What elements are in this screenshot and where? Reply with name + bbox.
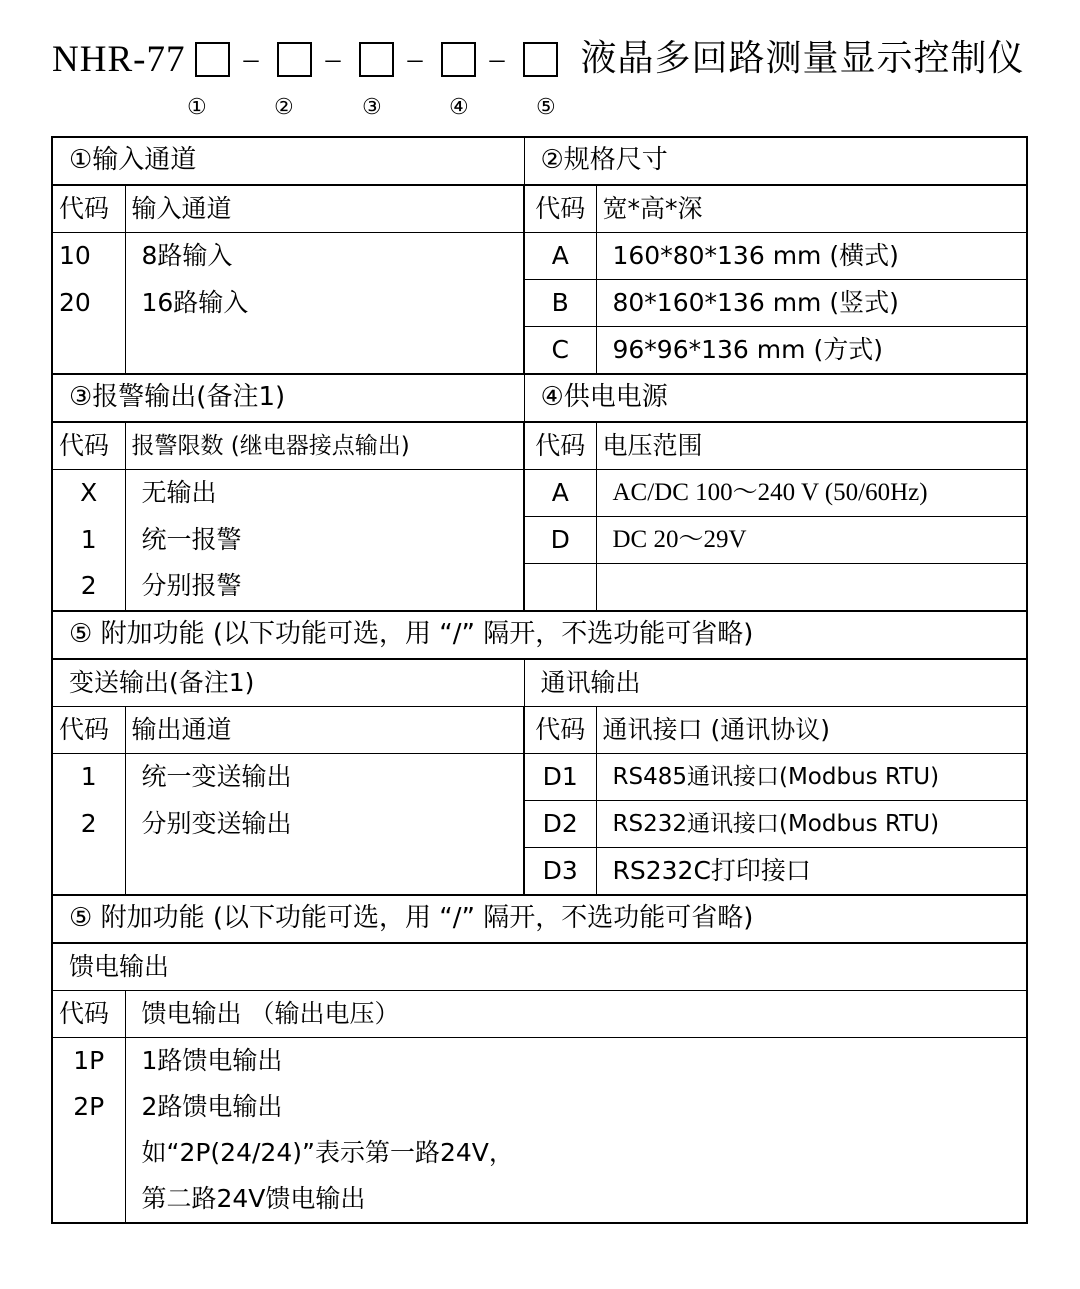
section3-row3-desc: 分别报警 [125, 564, 524, 612]
section5a-left-row1-desc: 统一变送输出 [125, 754, 524, 801]
section5b-col-desc-header: 馈电输出 （输出电压） [125, 991, 1026, 1038]
table-row [53, 138, 1026, 185]
section4-row3-desc [596, 564, 1026, 612]
section2-row3-code: C [524, 327, 596, 375]
table-row [53, 564, 1026, 612]
table-row [53, 1084, 1026, 1130]
code-dash-2: – [325, 42, 341, 75]
section3-col-desc-header: 报警限数 (继电器接点输出) [125, 422, 524, 470]
section4-col-desc-header: 电压范围 [596, 422, 1026, 470]
section5a-left-title: 变送输出(备注1) [53, 659, 524, 707]
section2-row1-code: A [524, 233, 596, 280]
table-row [53, 659, 1026, 707]
section3-col-code-header: 代码 [53, 422, 125, 470]
section2-col-code-header: 代码 [524, 185, 596, 233]
section3-row3-code: 2 [53, 564, 125, 612]
section5b-title: 馈电输出 [53, 943, 1026, 991]
section2-title: ②规格尺寸 [524, 138, 1026, 185]
section5b-row2-desc: 2路馈电输出 [125, 1084, 1026, 1130]
section2-col-desc-header: 宽*高*深 [596, 185, 1026, 233]
section1-row2-code: 20 [53, 280, 125, 327]
section5b-row1-code: 1P [53, 1038, 125, 1085]
section5a-right-row2-desc: RS232通讯接口(Modbus RTU) [596, 801, 1026, 848]
section5a-right-title: 通讯输出 [524, 659, 1026, 707]
code-dash-3: – [407, 42, 423, 75]
section1-col-desc-header: 输入通道 [125, 185, 524, 233]
table-row [53, 1038, 1026, 1085]
marker-3: ③ [362, 94, 382, 119]
model-prefix-label: NHR-77 [52, 38, 186, 80]
section5a-right-col-desc-header: 通讯接口 (通讯协议) [596, 707, 1026, 754]
section1-row1-desc: 8路输入 [125, 233, 524, 280]
section5b-row4-desc: 第二路24V馈电输出 [125, 1176, 1026, 1222]
section4-row2-code: D [524, 517, 596, 564]
model-code-header [0, 0, 1080, 132]
section5a-right-row2-code: D2 [524, 801, 596, 848]
marker-4: ④ [449, 94, 469, 119]
section5a-right-row1-code: D1 [524, 754, 596, 801]
section5b-row2-code: 2P [53, 1084, 125, 1130]
section1-title: ①输入通道 [53, 138, 524, 185]
section1-spacer-desc [125, 327, 524, 375]
section5a-left-row3-code [53, 848, 125, 896]
table-row [53, 374, 1026, 422]
marker-2: ② [274, 94, 294, 119]
section4-row1-desc: AC/DC 100～240 V (50/60Hz) [596, 470, 1026, 517]
table-row [53, 707, 1026, 754]
section5b-row3-code [53, 1130, 125, 1176]
specification-table [51, 136, 1028, 1224]
section3-row2-code: 1 [53, 517, 125, 564]
table-row [53, 280, 1026, 327]
section1-row1-code: 10 [53, 233, 125, 280]
table-row [53, 1130, 1026, 1176]
section5a-left-row2-code: 2 [53, 801, 125, 848]
table-row [53, 422, 1026, 470]
section2-row1-desc: 160*80*136 mm (横式) [596, 233, 1026, 280]
section5b-banner: ⑤ 附加功能 (以下功能可选，用 “/” 隔开，不选功能可省略) [53, 895, 1026, 943]
code-box-3[interactable] [359, 42, 394, 77]
code-box-5[interactable] [523, 42, 558, 77]
table-row [53, 327, 1026, 375]
section5a-left-row3-desc [125, 848, 524, 896]
section5b-row3-desc: 如“2P(24/24)”表示第一路24V， [125, 1130, 1026, 1176]
section5a-right-row1-desc: RS485通讯接口(Modbus RTU) [596, 754, 1026, 801]
table-row [53, 754, 1026, 801]
code-dash-1: – [243, 42, 259, 75]
section5a-right-row3-desc: RS232C打印接口 [596, 848, 1026, 896]
section5a-left-row2-desc: 分别变送输出 [125, 801, 524, 848]
table-row [53, 943, 1026, 991]
table-row [53, 611, 1026, 659]
section3-row2-desc: 统一报警 [125, 517, 524, 564]
section4-row2-desc: DC 20～29V [596, 517, 1026, 564]
marker-1: ① [187, 94, 207, 119]
table-row [53, 801, 1026, 848]
section5a-banner: ⑤ 附加功能 (以下功能可选，用 “/” 隔开，不选功能可省略) [53, 611, 1026, 659]
table-row [53, 1176, 1026, 1222]
section5a-left-col-desc-header: 输出通道 [125, 707, 524, 754]
section5b-row4-code [53, 1176, 125, 1222]
code-box-1[interactable] [195, 42, 230, 77]
table-row [53, 991, 1026, 1038]
table-row [53, 233, 1026, 280]
section4-row3-code [524, 564, 596, 612]
section4-title: ④供电电源 [524, 374, 1026, 422]
section3-row1-desc: 无输出 [125, 470, 524, 517]
code-box-4[interactable] [441, 42, 476, 77]
section5a-left-col-code-header: 代码 [53, 707, 125, 754]
marker-5: ⑤ [536, 94, 556, 119]
section2-row2-code: B [524, 280, 596, 327]
table-row [53, 470, 1026, 517]
section3-row1-code: X [53, 470, 125, 517]
table-row [53, 848, 1026, 896]
section4-col-code-header: 代码 [524, 422, 596, 470]
section5b-col-code-header: 代码 [53, 991, 125, 1038]
section5a-right-row3-code: D3 [524, 848, 596, 896]
section5a-right-col-code-header: 代码 [524, 707, 596, 754]
section2-row2-desc: 80*160*136 mm (竖式) [596, 280, 1026, 327]
code-dash-4: – [489, 42, 505, 75]
section4-row1-code: A [524, 470, 596, 517]
section1-col-code-header: 代码 [53, 185, 125, 233]
model-code-row [52, 34, 1024, 84]
section5b-row1-desc: 1路馈电输出 [125, 1038, 1026, 1085]
table-row [53, 895, 1026, 943]
section3-title: ③报警输出(备注1) [53, 374, 524, 422]
section5a-left-row1-code: 1 [53, 754, 125, 801]
product-name-label: 液晶多回路测量显示控制仪 [580, 38, 1025, 79]
code-box-2[interactable] [277, 42, 312, 77]
section1-row2-desc: 16路输入 [125, 280, 524, 327]
section1-spacer-code [53, 327, 125, 375]
table-row [53, 185, 1026, 233]
table-row [53, 517, 1026, 564]
section2-row3-desc: 96*96*136 mm (方式) [596, 327, 1026, 375]
